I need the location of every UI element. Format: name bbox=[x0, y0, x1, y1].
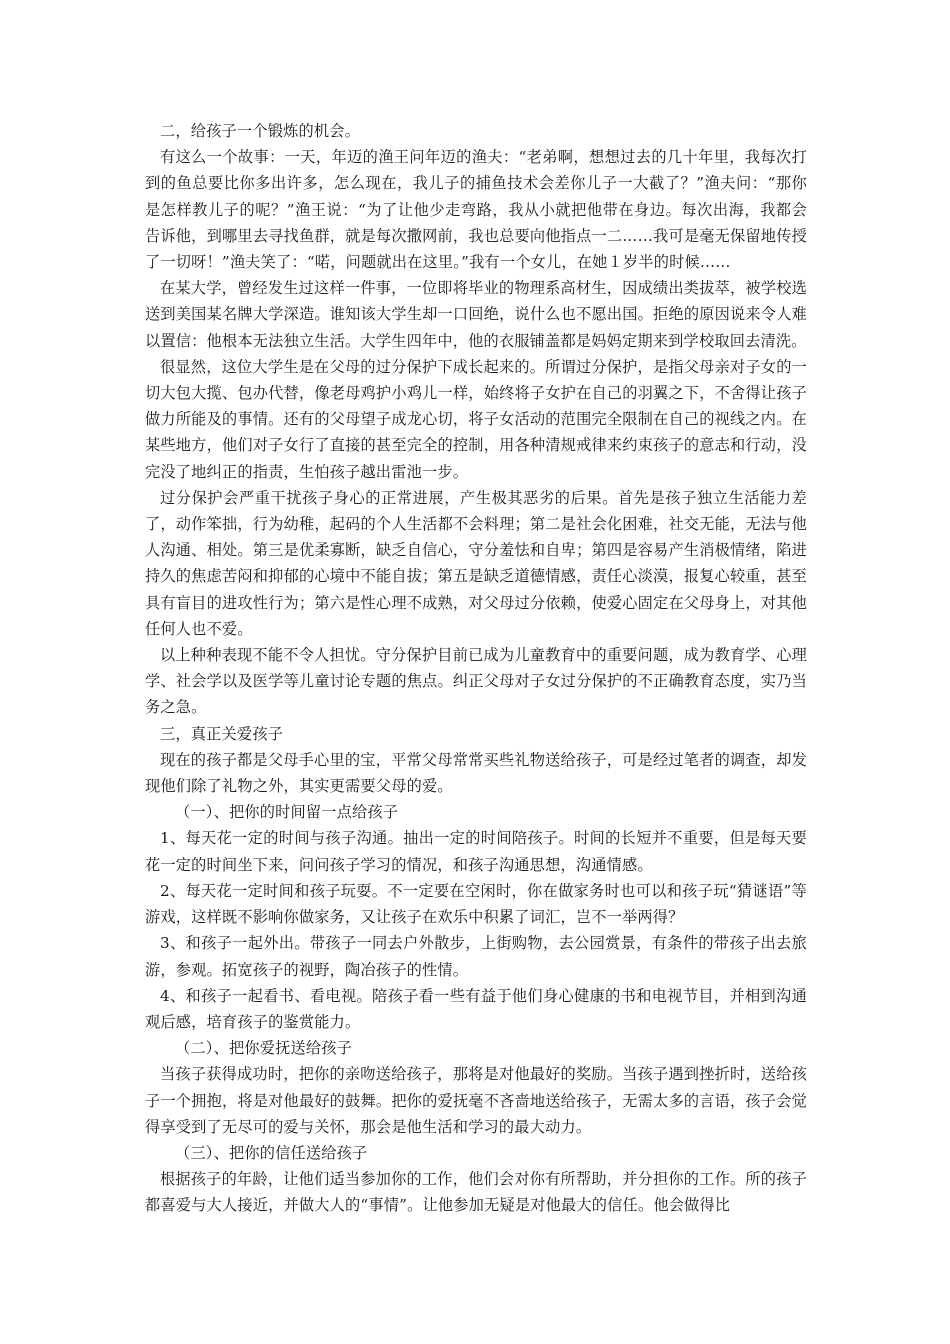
paragraph-children-need-love: 现在的孩子都是父母手心里的宝，平常父母常常买些礼物送给孩子，可是经过笔者的调查，却发现他们除了礼物之外，其实更需要父母的爱。 bbox=[145, 750, 807, 796]
paragraph-university-student: 在某大学，曾经发生过这样一件事，一位即将毕业的物理系高材生，因成绩出类拔萃，被学校选送到美国某名牌大学深造。谁知该大学生却一口回绝，说什么也不愿出国。拒绝的原因说来令人难以置信：他根本无法独立生活。大学生四年中，他的衣服铺盖都是妈妈定期来到学校取回去清洗。 bbox=[145, 279, 807, 350]
list-item-4: 4、和孩子一起看书、看电视。陪孩子看一些有益于他们身心健康的书和电视节目，并相到沟通观后感，培育孩子的鉴赏能力。 bbox=[145, 986, 807, 1031]
paragraph-concern: 以上种种表现不能不令人担忧。守分保护目前已成为儿童教育中的重要问题，成为教育学、心理学、社会学以及医学等儿童讨论专题的焦点。纠正父母对子女过分保护的不正确教育态度，实乃当务之急。 bbox=[145, 646, 807, 717]
subheading-trust: （三）、把你的信任送给孩子 bbox=[175, 1143, 368, 1162]
section-heading-2: 二，给孩子一个锻炼的机会。 bbox=[160, 122, 361, 140]
list-item-1: 1、每天花一定的时间与孩子沟通。抽出一定的时间陪孩子。时间的长短并不重要，但是每天要花一定的时间坐下来，问问孩子学习的情况，和孩子沟通思想，沟通情感。 bbox=[145, 829, 807, 874]
paragraph-fisherman-story: 有这么一个故事：一天，年迈的渔王问年迈的渔夫：“老弟啊，想想过去的几十年里，我每次打到的鱼总要比你多出许多，怎么现在，我儿子的捕鱼技术会差你儿子一大截了？”渔夫问：“那你是怎样教儿子的呢？”渔王说：“为了让他少走弯路，我从小就把他带在身边。每次出海，我都会告诉他，到哪里去寻找鱼群，就是每次撒网前，我也总要向他指点一二……我可是毫无保留地传授了一切呀！”渔夫笑了：“喏，问题就出在这里。”我有一个女儿，在她１岁半的时候…… bbox=[145, 148, 807, 272]
paragraph-affection: 当孩子获得成功时，把你的亲吻送给孩子，那将是对他最好的奖励。当孩子遇到挫折时，送给孩子一个拥抱，将是对他最好的鼓舞。把你的爱抚毫不吝啬地送给孩子，无需太多的言语，孩子会觉得享受到了无尽可的爱与关怀，那会是他生活和学习的最大动力。 bbox=[145, 1065, 807, 1136]
list-item-2: 2、每天花一定时间和孩子玩耍。不一定要在空闲时，你在做家务时也可以和孩子玩“猜谜语”等游戏，这样既不影响你做家务，又让孩子在欢乐中积累了词汇，岂不一举两得？ bbox=[145, 881, 807, 927]
section-heading-3: 三，真正关爱孩子 bbox=[160, 724, 284, 743]
paragraph-consequences: 过分保护会严重干扰孩子身心的正常进展，产生极其恶劣的后果。首先是孩子独立生活能力差了，动作笨拙，行为幼稚，起码的个人生活都不会料理；第二是社会化困难，社交无能，无法与他人沟通、相处。第三是优柔寡断，缺乏自信心，守分羞怯和自卑；第四是容易产生消极情绪，陷进持久的焦虑苦闷和抑郁的心境中不能自拔；第五是缺乏道德情感，责任心淡漠，报复心较重，甚至具有盲目的进攻性行为；第六是性心理不成熟，对父母过分依赖，使爱心固定在父母身上，对其他任何人也不爱。 bbox=[145, 488, 807, 638]
list-item-3: 3、和孩子一起外出。带孩子一同去户外散步，上街购物，去公园赏景，有条件的带孩子出去旅游，参观。拓宽孩子的视野，陶冶孩子的性情。 bbox=[145, 934, 807, 979]
paragraph-trust: 根据孩子的年龄，让他们适当参加你的工作，他们会对你有所帮助，并分担你的工作。所的孩子都喜爱与大人接近，并做大人的“事情”。让他参加无疑是对他最大的信任。他会做得比 bbox=[145, 1170, 807, 1215]
subheading-time: （一）、把你的时间留一点给孩子 bbox=[175, 803, 399, 822]
document-page bbox=[145, 118, 807, 1219]
paragraph-overprotection: 很显然，这位大学生是在父母的过分保护下成长起来的。所谓过分保护，是指父母亲对子女的一切大包大揽、包办代替，像老母鸡护小鸡儿一样，始终将子女护在自己的羽翼之下，不舍得让孩子做力所能及的事情。还有的父母望子成龙心切，将子女活动的范围完全限制在自己的视线之内。在某些地方，他们对子女行了直接的甚至完全的控制，用各种清规戒律来约束孩子的意志和行动，没完没了地纠正的指责，生怕孩子越出雷池一步。 bbox=[145, 357, 807, 481]
subheading-affection: （二）、把你爱抚送给孩子 bbox=[175, 1039, 353, 1058]
